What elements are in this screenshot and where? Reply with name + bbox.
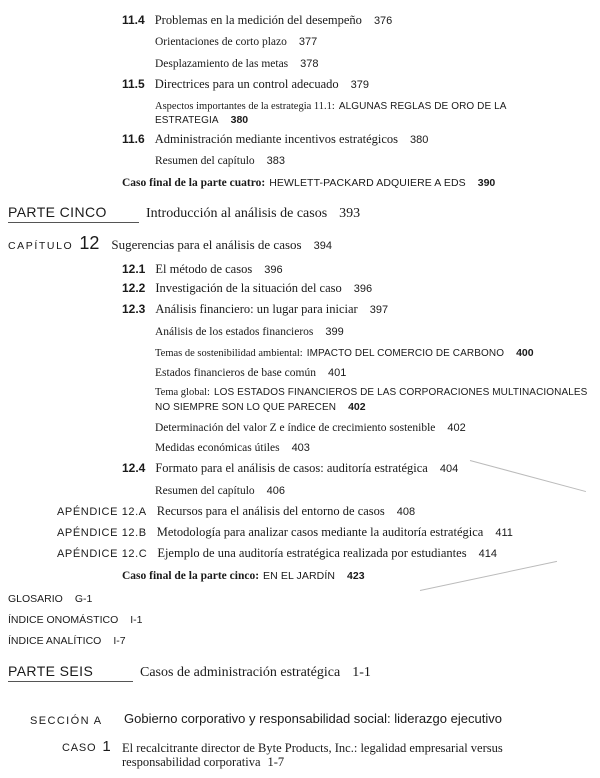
chapter-12-heading[interactable] — [8, 234, 332, 253]
toc-entry-11-4[interactable] — [122, 12, 392, 28]
toc-summary[interactable] — [155, 152, 285, 168]
section-number: 12.3 — [122, 302, 146, 316]
caso-1-heading[interactable] — [62, 739, 111, 755]
toc-sub-entry[interactable] — [155, 55, 319, 71]
page-number: 394 — [313, 240, 332, 252]
page-number: 393 — [339, 206, 361, 221]
toc-entry-12-3[interactable] — [122, 301, 388, 317]
toc-entry-12-1[interactable] — [122, 261, 283, 277]
section-number: 12.4 — [122, 461, 146, 475]
sub-title: Determinación del valor Z e índice de crecimiento sostenible — [155, 422, 436, 434]
part-five-title-line[interactable] — [146, 205, 360, 221]
section-title: El método de casos — [155, 262, 253, 276]
section-a-title-line[interactable] — [124, 711, 502, 727]
part-label: PARTE CINCO — [8, 204, 107, 220]
caso-number: 1 — [102, 738, 111, 755]
toc-box-entry[interactable] — [155, 344, 534, 360]
page-number: 402 — [447, 422, 466, 434]
final-case-lead: Caso final de la parte cinco: — [122, 570, 260, 582]
caso-1-title-cont — [122, 754, 284, 770]
page-number: 401 — [327, 367, 347, 379]
page-number: 404 — [439, 463, 459, 475]
box-title-cont: NO SIEMPRE SON LO QUE PARECEN — [155, 402, 337, 413]
toc-box-entry[interactable] — [155, 383, 587, 399]
final-case-title: HEWLETT-PACKARD ADQUIERE A EDS — [269, 177, 466, 189]
section-title: Análisis financiero: un lugar para iniciar — [155, 302, 358, 316]
toc-entry-12-2[interactable] — [122, 280, 372, 296]
toc-final-case-5[interactable] — [122, 567, 365, 583]
box-title-cont: ESTRATEGIA — [155, 115, 219, 126]
toc-entry-11-5[interactable] — [122, 76, 369, 92]
page-number: I-1 — [130, 614, 143, 626]
page-number: 411 — [495, 527, 513, 539]
appendix-label: APÉNDICE 12.B — [57, 527, 147, 539]
toc-sub-entry[interactable] — [155, 364, 346, 380]
sub-title: Medidas económicas útiles — [155, 442, 280, 454]
toc-entry-11-6[interactable] — [122, 131, 428, 147]
final-case-title: EN EL JARDÍN — [263, 570, 336, 582]
box-lead: Temas de sostenibilidad ambiental: — [155, 348, 303, 359]
section-label: SECCIÓN A — [30, 715, 103, 727]
page-number: 402 — [348, 401, 366, 413]
toc-box-entry-cont — [155, 398, 366, 414]
appendix-title: Recursos para el análisis del entorno de casos — [156, 504, 385, 518]
section-number: 12.1 — [122, 262, 146, 276]
page-number: G-1 — [74, 593, 93, 605]
box-title: ALGUNAS REGLAS DE ORO DE LA — [338, 101, 507, 112]
sub-title: Orientaciones de corto plazo — [155, 36, 287, 48]
summary-title: Resumen del capítulo — [155, 155, 255, 167]
chapter-title: Sugerencias para el análisis de casos — [111, 237, 302, 252]
section-title: Investigación de la situación del caso — [155, 281, 342, 295]
section-title: Formato para el análisis de casos: auditoría estratégica — [155, 461, 428, 475]
toc-appendix-12-b[interactable] — [57, 524, 513, 540]
caso-title: El recalcitrante director de Byte Products, Inc.: legalidad empresarial versus — [122, 741, 503, 755]
toc-sub-entry[interactable] — [155, 439, 310, 455]
part-six-heading[interactable] — [8, 664, 93, 680]
toc-sub-entry[interactable] — [155, 323, 344, 339]
caso-title-cont: responsabilidad corporativa — [122, 755, 261, 769]
box-title: IMPACTO DEL COMERCIO DE CARBONO — [306, 348, 505, 359]
appendix-label: APÉNDICE 12.C — [57, 548, 148, 560]
section-title: Directrices para un control adecuado — [154, 77, 339, 91]
sub-title: Estados financieros de base común — [155, 367, 316, 379]
page-number: 400 — [516, 347, 534, 359]
box-lead: Tema global: — [155, 387, 210, 398]
section-number: 11.5 — [122, 77, 145, 91]
part-title: Casos de administración estratégica — [140, 665, 341, 680]
page-number: 406 — [266, 485, 286, 497]
page-number: 414 — [478, 548, 497, 560]
scan-artifact — [470, 460, 586, 492]
summary-title: Resumen del capítulo — [155, 485, 255, 497]
scan-artifact — [420, 561, 557, 591]
sub-title: Desplazamiento de las metas — [155, 58, 289, 70]
section-number: 11.6 — [122, 132, 145, 146]
toc-sub-entry[interactable] — [155, 33, 317, 49]
page-number: 423 — [347, 570, 365, 582]
box-title: LOS ESTADOS FINANCIEROS DE LAS CORPORACIONES MULTINACIONALES — [213, 387, 588, 398]
page-number: 378 — [300, 58, 319, 70]
toc-indice-analitico[interactable] — [8, 632, 126, 648]
sub-title: Análisis de los estados financieros — [155, 326, 314, 338]
chapter-number: 12 — [79, 233, 100, 253]
toc-entry-12-4[interactable] — [122, 460, 458, 476]
page-number: 376 — [373, 15, 393, 27]
appendix-title: Metodología para analizar casos mediante la auditoría estratégica — [156, 525, 484, 539]
part-title: Introducción al análisis de casos — [146, 206, 328, 221]
page-number: 403 — [291, 442, 310, 454]
toc-glosario[interactable] — [8, 590, 92, 606]
toc-indice-onomastico[interactable] — [8, 611, 143, 627]
part-six-title-line[interactable] — [140, 664, 371, 680]
page-number: 396 — [353, 283, 373, 295]
toc-sub-entry[interactable] — [155, 419, 466, 435]
appendix-title: Ejemplo de una auditoría estratégica realizada por estudiantes — [157, 546, 467, 560]
toc-final-case-4[interactable] — [122, 174, 495, 190]
part-underline — [8, 222, 139, 223]
page-number: 1-1 — [352, 665, 371, 680]
page-number: 377 — [298, 36, 318, 48]
chapter-label: CAPÍTULO — [8, 240, 74, 252]
section-title: Problemas en la medición del desempeño — [154, 13, 362, 27]
appendix-label: APÉNDICE 12.A — [57, 506, 147, 518]
toc-box-entry-cont — [155, 111, 248, 127]
section-number: 11.4 — [122, 13, 145, 27]
part-five-heading[interactable] — [8, 205, 107, 221]
page-number: 390 — [477, 177, 496, 189]
section-title: Gobierno corporativo y responsabilidad social: liderazgo ejecutivo — [124, 711, 502, 726]
toc-appendix-12-a[interactable] — [57, 503, 415, 519]
toc-appendix-12-c[interactable] — [57, 545, 497, 561]
page-number: 380 — [230, 114, 249, 126]
page-number: 380 — [410, 134, 429, 146]
final-case-lead: Caso final de la parte cuatro: — [122, 177, 266, 189]
section-a-heading[interactable] — [30, 712, 103, 728]
page-number: 1-7 — [267, 755, 285, 769]
page-number: 383 — [266, 155, 286, 167]
page-number: 397 — [369, 304, 389, 316]
part-label: PARTE SEIS — [8, 663, 94, 679]
indice-label: ÍNDICE ONOMÁSTICO — [8, 614, 119, 626]
page-number: 379 — [350, 79, 369, 91]
page-number: 396 — [264, 264, 283, 276]
toc-summary[interactable] — [155, 482, 285, 498]
box-lead: Aspectos importantes de la estrategia 11.1: — [155, 101, 335, 112]
section-number: 12.2 — [122, 281, 146, 295]
page-number: I-7 — [113, 635, 126, 647]
caso-label: CASO — [62, 742, 97, 754]
part-underline — [8, 681, 133, 682]
section-title: Administración mediante incentivos estratégicos — [154, 132, 399, 146]
indice-label: ÍNDICE ANALÍTICO — [8, 635, 102, 647]
page-number: 399 — [325, 326, 344, 338]
glosario-label: GLOSARIO — [8, 593, 63, 605]
page-number: 408 — [396, 506, 416, 518]
